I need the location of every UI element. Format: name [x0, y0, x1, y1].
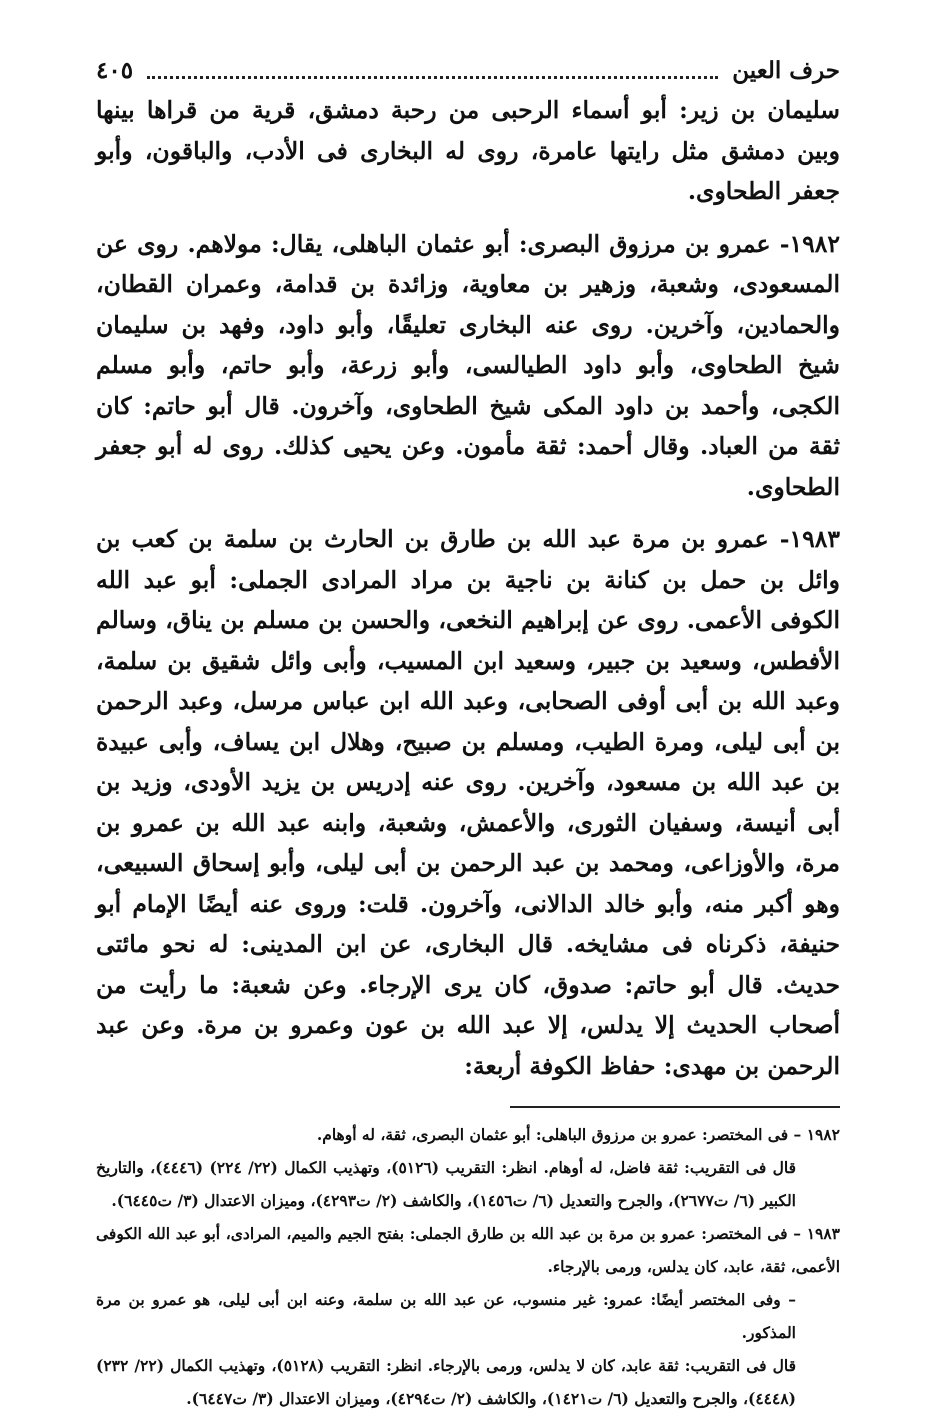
running-header	[96, 50, 840, 90]
footnote-1982-detail: قال فى التقريب: ثقة فاضل، له أوهام. انظر: التقريب (٥١٢٦)، وتهذيب الكمال (٢٢/ ٢٢٤) (٤٤٤٦)، والتاريخ الكبير (٦/ ت٢٦٧٧)، والجرح والتعديل (٦/ ت١٤٥٦)، والكاشف (٢/ ت٤٢٩٣)، وميزان الاعتدال (٣/ ت٦٤٤٥).	[96, 1158, 796, 1210]
chapter-title: حرف العين	[732, 56, 840, 84]
paragraph-continuation: سليمان بن زير: أبو أسماء الرحبى من رحبة دمشق، قرية من قراها بينها وبين دمشق مثل رايتها عامرة، روى له البخارى فى الأدب، والباقون، وأبو جعفر الطحاوى.	[96, 96, 840, 205]
main-text	[96, 90, 840, 1086]
footnote-1982: ١٩٨٢ – فى المختصر: عمرو بن مرزوق الباهلى: أبو عثمان البصرى، ثقة، له أوهام.	[316, 1125, 840, 1144]
dotted-leader	[147, 62, 718, 79]
entry-1982: ١٩٨٢- عمرو بن مرزوق البصرى: أبو عثمان الباهلى، يقال: مولاهم. روى عن المسعودى، وشعبة، وزهير بن معاوية، وزائدة بن قدامة، وعمران القطان، والحمادين، وآخرين. روى عنه البخارى تعليقًا، وأبو داود، وفهد بن سليمان شيخ الطحاوى، وأبو داود الطيالسى، وأبو زرعة، وأبو حاتم، وأبو مسلم الكجى، وأحمد بن داود المكى شيخ الطحاوى، وآخرون. قال أبو حاتم: كان ثقة من العباد. وقال أحمد: ثقة مأمون. وعن يحيى كذلك. روى له أبو جعفر الطحاوى.	[96, 229, 840, 501]
footnote-1983: ١٩٨٣ – فى المختصر: عمرو بن مرة بن عبد الله بن طارق الجملى: بفتح الجيم والميم، المرادى، أبو عبد الله الكوفى الأعمى، ثقة، عابد، كان يدلس، ورمى بالإرجاء.	[96, 1224, 840, 1276]
footnote-separator	[510, 1106, 840, 1108]
footnote-1983-detail: قال فى التقريب: ثقة عابد، كان لا يدلس، ورمى بالإرجاء. انظر: التقريب (٥١٢٨)، وتهذيب الكمال (٢٢/ ٢٣٢) (٤٤٤٨)، والجرح والتعديل (٦/ ت١٤٢١)، والكاشف (٢/ ت٤٢٩٤)، وميزان الاعتدال (٣/ ت٦٤٤٧).	[96, 1356, 796, 1408]
entry-1983: ١٩٨٣- عمرو بن مرة عبد الله بن طارق بن الحارث بن سلمة بن كعب بن وائل بن حمل بن كنانة بن ناجية بن مراد المرادى الجملى: أبو عبد الله الكوفى الأعمى. روى عن إبراهيم النخعى، والحسن بن مسلم بن يناق، وسالم الأفطس، وسعيد بن جبير، وسعيد ابن المسيب، وأبى وائل شقيق بن سلمة، وعبد الله بن أبى أوفى الصحابى، وعبد الله ابن عباس مرسل، وعبد الرحمن بن أبى ليلى، ومرة الطيب، ومسلم بن صبيح، وهلال ابن يساف، وأبى عبيدة بن عبد الله بن مسعود، وآخرين. روى عنه إدريس بن يزيد الأودى، وزيد بن أبى أنيسة، وسفيان الثورى، والأعمش، وشعبة، وابنه عبد الله بن عمرو بن مرة، والأوزاعى، ومحمد بن عبد الرحمن بن أبى ليلى، وأبو إسحاق السبيعى، وهو أكبر منه، وأبو خالد الدالانى، وآخرون. قلت: وروى عنه أيضًا الإمام أبو حنيفة، ذكرناه فى مشايخه. قال البخارى، عن ابن المدينى: له نحو مائتى حديث. قال أبو حاتم: صدوق، كان يرى الإرجاء. وعن شعبة: ما رأيت من أصحاب الحديث إلا يدلس، إلا عبد الله بن عون وعمرو بن مرة. وعن عبد الرحمن بن مهدى: حفاظ الكوفة أربعة:	[96, 525, 840, 1080]
page-number: ٤٠٥	[96, 56, 134, 84]
footnote-1983-note: – وفى المختصر أيضًا: عمرو: غير منسوب، عن عبد الله بن سلمة، وعنه ابن أبى ليلى، هو عمرو بن مرة المذكور.	[96, 1290, 796, 1342]
footnotes	[96, 1118, 840, 1415]
